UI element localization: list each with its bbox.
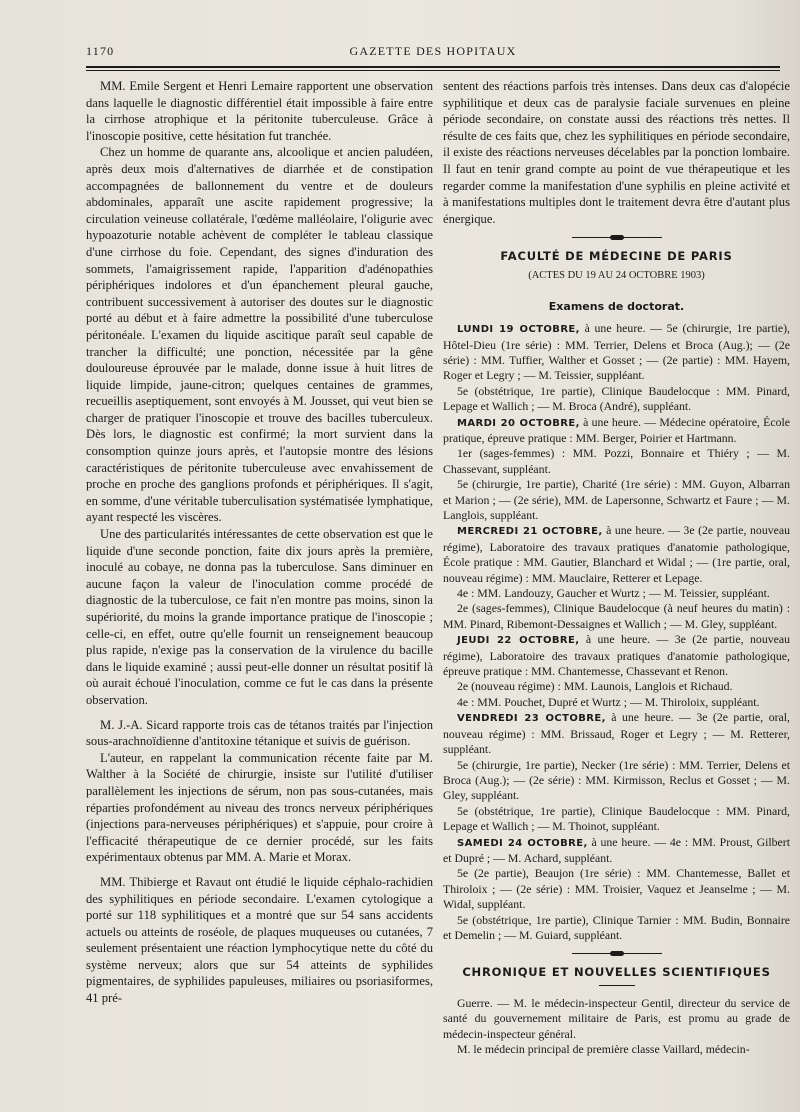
chronique-paragraph: M. le médecin principal de première classe Vaillard, médecin- (457, 1042, 750, 1057)
exam-details: 5e (chirurgie, 1re partie), Necker (1re série) : MM. Terrier, Delens et Broca (Aug.); — (2e série) : MM. Kirmisson, Reclus et Gosset ; — M. Gley, suppléant. (443, 757, 790, 803)
exam-details: à une heure. — 3e (2e partie, nouveau régime), Laboratoire des travaux pratiques d'anatomie pathologique, École pratique : MM. Gautier, Blanchard et Widal ; — (1re partie, oral, nouveau régime) : MM. Mauclaire, Retterer et Lepage. (443, 523, 790, 585)
exam-details: 5e (obstétrique, 1re partie), Clinique Tarnier : MM. Budin, Bonnaire et Demelin ; — M. Guiard, suppléant. (443, 912, 790, 942)
header-rule-thin (86, 70, 780, 71)
exam-details: 5e (obstétrique, 1re partie), Clinique Baudelocque : MM. Pinard, Lepage et Wallich ; — M. Broca (André), suppléant. (443, 383, 790, 414)
section-separator (572, 953, 662, 954)
paragraph-sicard-tetanos: M. J.-A. Sicard rapporte trois cas de tétanos traités par l'injection sous-arachnoïdienne d'antitoxine tétanique et suivis de guérison. (86, 717, 433, 749)
exam-details: à une heure. — Médecine opératoire, École pratique, épreuve pratique : MM. Berger, Poirier et Hartmann. (443, 414, 790, 445)
exam-details: 4e : MM. Pouchet, Dupré et Wurtz ; — M. Thiroloix, suppléant. (457, 694, 760, 709)
faculty-dates: (ACTES DU 19 AU 24 OCTOBRE 1903) (528, 269, 705, 281)
left-column (86, 78, 433, 1007)
page-number: 1170 (86, 44, 115, 58)
exam-entry (443, 321, 790, 384)
exam-day: MARDI 20 OCTOBRE, (457, 417, 580, 429)
paragraph-syphilis-continued: sentent des réactions parfois très intenses. Dans deux cas d'alopécie syphilitique et deux cas de paralysie faciale survenues en pleine période secondaire, on constate aussi des réactions très nettes. Il résulte de ces faits que, chez les syphilitiques en période secondaire, il existe des réactions nerveuses décelables par la ponction lombaire. Il faut en tenir grand compte au point de vue thérapeutique et les regarder comme la manifestation d'une syphilis en pleine activité et à manifestations multiples dont le traitement devra être d'autant plus énergique. (443, 79, 790, 226)
chronique-paragraph: Guerre. — M. le médecin-inspecteur Gentil, directeur du service de santé du gouvernement militaire de Paris, est promu au grade de médecin-inspecteur général. (443, 995, 790, 1041)
chronique-body (443, 996, 790, 1058)
exam-entry (443, 477, 790, 523)
exam-details: à une heure. — 4e : MM. Proust, Gilbert et Dupré ; — M. Achard, suppléant. (443, 834, 790, 865)
exam-details: 2e (sages-femmes), Clinique Baudelocque (à neuf heures du matin) : MM. Pinard, Ribemont-Dessaignes et Wallich ; — M. Gley, suppléant. (443, 601, 790, 631)
exam-details: 5e (chirurgie, 1re partie), Charité (1re série) : MM. Guyon, Albarran et Marion ; — (2e série), MM. de Lapersonne, Schwartz et Faure ; — M. Langlois, suppléant. (443, 477, 790, 522)
exam-entry (443, 695, 790, 710)
exam-entry (443, 835, 790, 867)
exam-day: LUNDI 19 OCTOBRE, (457, 324, 580, 336)
exam-details: 1er (sages-femmes) : MM. Pozzi, Bonnaire et Thiéry ; — M. Chassevant, suppléant. (443, 446, 790, 476)
exam-entry (443, 679, 790, 694)
exam-details: 4e : MM. Landouzy, Gaucher et Wurtz ; — M. Teissier, suppléant. (457, 586, 770, 601)
running-header (86, 44, 780, 64)
exam-details: à une heure. — 5e (chirurgie, 1re partie), Hôtel-Dieu (1re série) : MM. Terrier, Delens et Broca (Aug.); — (2e série) : MM. Tuffier, Walther et Gosset ; — (2e partie) : MM. Hayem, Roger et Legry ; — M. Teissier, suppléant. (443, 321, 790, 383)
exam-entry (443, 804, 790, 835)
exam-details: 2e (nouveau régime) : MM. Launois, Langlois et Richaud. (457, 679, 733, 694)
exam-entry (443, 913, 790, 944)
paragraph-inoscopy-importance: Une des particularités intéressantes de cette observation est que le liquide d'une seconde ponction, faite dix jours après la première, inoculé au cobaye, ne donna pas la tuberculose. Sans diminuer en aucune façon la valeur de l'inoculation comme procédé de diagnostic de la tuberculose, ce fait n'en montre pas moins, sinon la supériorité, du moins la grande importance pratique de l'inoscopie ; celle-ci, en effet, outre qu'elle fournit un renseignement beaucoup plus rapide, n'exige pas la conservation de la virulence du bacille dans le liquide examiné ; aussi peut-elle donner un résultat positif là où aurait échoué l'inoculation, comme ce fut le cas dans la présente observation. (86, 527, 433, 707)
exam-entry (443, 632, 790, 679)
exam-entry (443, 758, 790, 804)
exam-subheading: Examens de doctorat. (548, 299, 685, 313)
exam-entry (443, 586, 790, 601)
exam-list (443, 321, 790, 943)
exam-entry (443, 523, 790, 586)
paragraph-case-description: Chez un homme de quarante ans, alcoolique et ancien paludéen, après deux mois d'alternatives de diarrhée et de constipation accompagnées de ballonnement du ventre et de douleurs abdominales, apparaît une ascite rapidement progressive; la circulation veineuse collatérale, l'œdème malléolaire, l'oligurie avec hypoazoturie notable achèvent de compléter le tableau classique d'une cirrhose du foie. Cependant, des signes d'induration des sommets, l'amaigrissement rapide, l'apparition d'adénopathies périphériques indolores et d'un épanchement pleural gauche, contribuent successivement à autoriser des doutes sur le diagnostic porté au début et à faire admettre la possibilité d'une tuberculose péritonéale. L'examen du liquide ascitique paraît seul capable de trancher la difficulté; une ponction, nécessitée par la gêne douloureuse éprouvée par le malade, donne issue à huit litres de liquide limpide, jaune-citron; quelques centaines de grammes, recueillis aseptiquement, sont envoyés à M. Jousset, qui veut bien se charger de pratiquer l'inoscopie et trouve des bacilles tuberculeux. Dès lors, le diagnostic est confirmé; la mort survient dans la consomption quinze jours après, et l'autopsie montre des lésions caractéristiques de péritonite tuberculeuse avec envahissement de proche en proche des ganglions profonds et périphériques. Il s'agit, en somme, d'une véritable tuberculisation systématisée lymphatique, ayant respecté les viscères. (86, 145, 433, 525)
right-column (443, 78, 790, 1058)
exam-entry (443, 866, 790, 912)
paragraph-sergent-lemaire: MM. Emile Sergent et Henri Lemaire rapportent une observation dans laquelle le diagnostic différentiel était impossible à faire entre la cirrhose atrophique et la péritonite tuberculeuse. Grâce à l'inoscopie positive, cette hésitation fut tranchée. (86, 79, 433, 143)
faculty-heading: FACULTÉ DE MÉDECINE DE PARIS (500, 249, 733, 264)
paragraph-walther-serum: L'auteur, en rappelant la communication récente faite par M. Walther à la Société de chirurgie, insiste sur l'utilité d'utiliser parallèlement les injections de sérum, non pas sous-cutanées, mais réparties profondément au niveau des troncs nerveux périphériques (injections para-nerveuses périphériques) et s'appuie, pour croire à l'efficacité thérapeutique de ce dernier procédé, sur les faits expérimentaux obtenus par MM. A. Marie et Morax. (86, 750, 433, 865)
exam-entry (443, 710, 790, 757)
exam-day: SAMEDI 24 OCTOBRE, (457, 837, 588, 849)
exam-entry (443, 446, 790, 477)
exam-details: à une heure. — 3e (2e partie, oral, nouveau régime) : MM. Brissaud, Roger et Legry ; — M. Retterer, suppléant. (443, 710, 790, 757)
header-rule-thick (86, 66, 780, 68)
exam-entry (443, 601, 790, 632)
exam-day: JEUDI 22 OCTOBRE, (457, 635, 580, 647)
exam-day: MERCREDI 21 OCTOBRE, (457, 526, 603, 538)
exam-details: 5e (2e partie), Beaujon (1re série) : MM. Chantemesse, Ballet et Thiroloix ; — (2e série) : MM. Troisier, Vaquez et Jeanselme ; — M. Widal, suppléant. (443, 866, 790, 912)
exam-entry (443, 415, 790, 447)
exam-details: 5e (obstétrique, 1re partie), Clinique Baudelocque : MM. Pinard, Lepage et Wallich ; — M. Thoinot, suppléant. (443, 803, 790, 834)
exam-entry (443, 384, 790, 415)
exam-day: VENDREDI 23 OCTOBRE, (457, 713, 606, 725)
section-separator (572, 237, 662, 238)
paragraph-thibierge-ravaut: MM. Thibierge et Ravaut ont étudié le liquide céphalo-rachidien des syphilitiques en période secondaire. L'examen cytologique a porté sur 118 syphilitiques et a montré que sur 54 sans accidents actuels ou atteints de roséole, de plaques muqueuses ou cutanées, 7 seulement présentaient une réaction lymphocytique nette du côté du système nerveux; alors que sur 54 atteints de syphilides pigmentaires, de syphilides papuleuses, miliaires ou psoriasiformes, 41 pré- (86, 874, 433, 1006)
chronique-rule (599, 985, 635, 986)
journal-title: GAZETTE DES HOPITAUX (349, 44, 517, 58)
exam-details: à une heure. — 3e (2e partie, nouveau régime), Laboratoire des travaux pratiques d'anatomie pathologique, épreuve pratique : MM. Chantemesse, Chassevant et Renon. (443, 632, 790, 679)
chronique-heading: CHRONIQUE ET NOUVELLES SCIENTIFIQUES (462, 965, 771, 980)
